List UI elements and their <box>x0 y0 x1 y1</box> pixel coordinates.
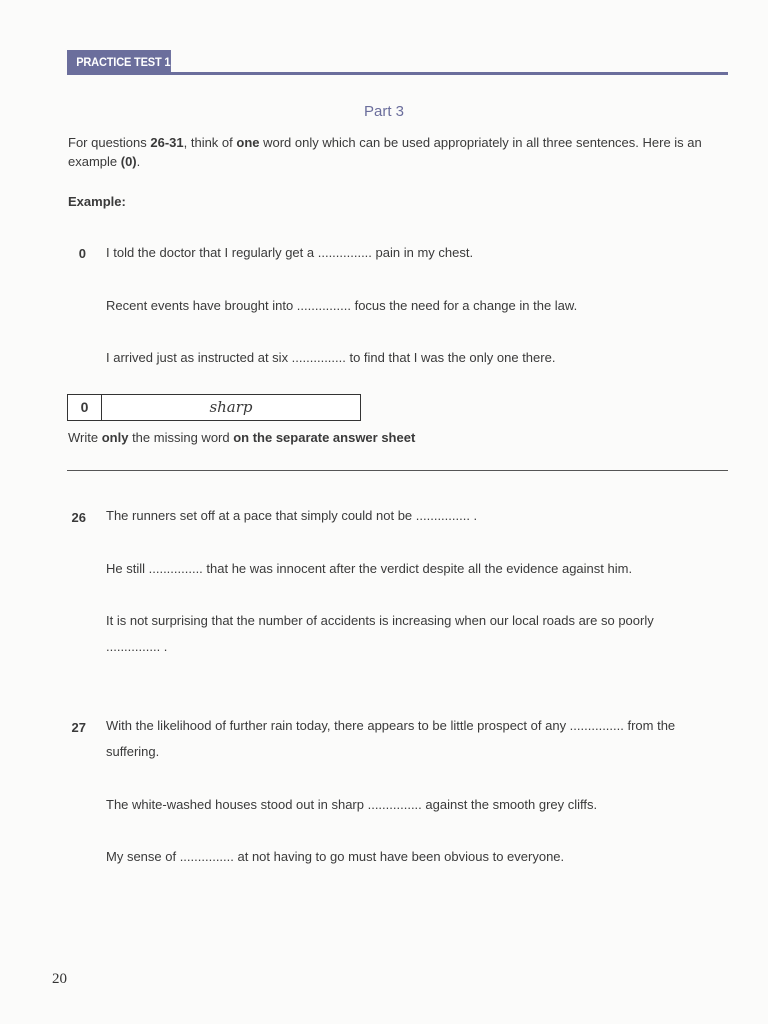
question-number: 26 <box>71 510 86 525</box>
example-sentence: I told the doctor that I regularly get a ............... pain in my chest. <box>106 245 474 260</box>
example-sentence: Recent events have brought into ............... focus the need for a change in the law. <box>106 298 578 313</box>
question-sentence: The white-washed houses stood out in sharp ............... against the smooth grey cliffs. <box>106 797 598 812</box>
answer-sheet-note <box>68 430 415 445</box>
section-divider <box>67 470 728 471</box>
instructions-text: . <box>136 154 141 169</box>
question-range: 26-31 <box>150 135 184 150</box>
instructions <box>68 133 732 171</box>
example-number: 0 <box>78 246 86 261</box>
question-sentence: The runners set off at a pace that simply could not be ............... . <box>106 508 478 523</box>
question-sentence: With the likelihood of further rain today, there appears to be little prospect of any ............... from the suffering. <box>106 718 676 759</box>
note-emphasis: only <box>101 430 129 445</box>
example-sentence: I arrived just as instructed at six ............... to find that I was the only one there. <box>106 350 556 365</box>
answer-number: 0 <box>68 395 102 420</box>
practice-test-tab: PRACTICE TEST 1 <box>67 50 171 74</box>
page-number: 20 <box>52 971 67 987</box>
header-rule <box>67 72 728 75</box>
example-label: Example: <box>68 194 126 209</box>
question-sentence: He still ............... that he was innocent after the verdict despite all the evidence against him. <box>106 561 633 576</box>
question-sentence: My sense of ............... at not having to go must have been obvious to everyone. <box>106 849 565 864</box>
instructions-text: word only which can be used appropriately in all three sentences. Here is an example <box>68 135 702 169</box>
question-number: 27 <box>71 720 86 735</box>
instructions-text: , think of <box>183 135 237 150</box>
example-answer-box <box>67 394 361 421</box>
part-title: Part 3 <box>363 103 405 120</box>
answer-word: sharp <box>209 398 253 416</box>
instructions-text: For questions <box>68 135 151 150</box>
note-text: Write <box>68 430 102 445</box>
emphasis-one: one <box>236 135 260 150</box>
example-ref: (0) <box>120 154 137 169</box>
question-sentence: It is not surprising that the number of accidents is increasing when our local roads are so poorly ............... . <box>106 613 654 654</box>
note-emphasis: on the separate answer sheet <box>233 430 416 445</box>
note-text: the missing word <box>128 430 234 445</box>
